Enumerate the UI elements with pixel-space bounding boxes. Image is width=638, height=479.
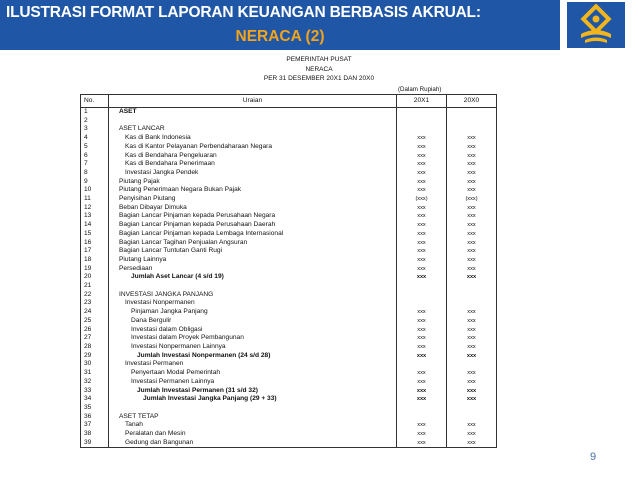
value-20x1: xxx — [397, 230, 447, 239]
slide-title: ILUSTRASI FORMAT LAPORAN KEUANGAN BERBASIS AKRUAL: — [6, 4, 481, 21]
row-number: 18 — [81, 256, 109, 265]
value-20x1: xxx — [397, 134, 447, 143]
value-20x1: xxx — [397, 143, 447, 152]
row-number: 23 — [81, 299, 109, 308]
row-label: ASET TETAP — [109, 413, 397, 422]
row-label: Beban Dibayar Dimuka — [109, 204, 397, 213]
table-row — [81, 387, 497, 396]
row-label: ASET — [109, 108, 397, 117]
row-number: 36 — [81, 413, 109, 422]
row-number: 29 — [81, 352, 109, 361]
row-label: Kas di Bendahara Penerimaan — [109, 160, 397, 169]
row-number: 14 — [81, 221, 109, 230]
table-row — [81, 169, 497, 178]
row-label: ASET LANCAR — [109, 125, 397, 134]
row-label: Jumlah Investasi Nonpermanen (24 s/d 28) — [109, 352, 397, 361]
row-label: Investasi Jangka Pendek — [109, 169, 397, 178]
table-row — [81, 413, 497, 422]
row-number: 32 — [81, 378, 109, 387]
row-number: 31 — [81, 369, 109, 378]
row-number: 12 — [81, 204, 109, 213]
table-row — [81, 395, 497, 404]
balance-sheet-table — [80, 94, 497, 448]
value-20x1: xxx — [397, 369, 447, 378]
table-row — [81, 265, 497, 274]
row-number: 26 — [81, 326, 109, 335]
table-row — [81, 195, 497, 204]
row-number: 2 — [81, 117, 109, 126]
row-number: 6 — [81, 152, 109, 161]
value-20x1: xxx — [397, 273, 447, 282]
value-20x1: xxx — [397, 326, 447, 335]
row-number: 17 — [81, 247, 109, 256]
value-20x1 — [397, 117, 447, 126]
value-20x0: xxx — [447, 212, 497, 221]
table-row — [81, 117, 497, 126]
value-20x0: xxx — [447, 308, 497, 317]
value-20x0: xxx — [447, 230, 497, 239]
value-20x1: xxx — [397, 421, 447, 430]
table-row — [81, 108, 497, 117]
table-row — [81, 204, 497, 213]
row-number: 35 — [81, 404, 109, 413]
row-number: 7 — [81, 160, 109, 169]
row-label: Bagian Lancar Pinjaman kepada Lembaga Internasional — [109, 230, 397, 239]
row-label: Jumlah Aset Lancar (4 s/d 19) — [109, 273, 397, 282]
value-20x1: xxx — [397, 152, 447, 161]
row-label: Investasi Permanen Lainnya — [109, 378, 397, 387]
row-label: Piutang Lainnya — [109, 256, 397, 265]
value-20x0: xxx — [447, 273, 497, 282]
table-row — [81, 125, 497, 134]
value-20x1: xxx — [397, 378, 447, 387]
value-20x0 — [447, 282, 497, 291]
row-label: Bagian Lancar Pinjaman kepada Perusahaan Daerah — [109, 221, 397, 230]
row-number: 9 — [81, 178, 109, 187]
row-label: Tanah — [109, 421, 397, 430]
value-20x1: xxx — [397, 343, 447, 352]
table-row — [81, 291, 497, 300]
value-20x0: xxx — [447, 395, 497, 404]
col-header-uraian: Uraian — [109, 95, 397, 108]
table-row — [81, 143, 497, 152]
value-20x0: xxx — [447, 178, 497, 187]
row-number: 28 — [81, 343, 109, 352]
value-20x0 — [447, 108, 497, 117]
row-number: 3 — [81, 125, 109, 134]
value-20x1: xxx — [397, 239, 447, 248]
row-number: 24 — [81, 308, 109, 317]
table-row — [81, 334, 497, 343]
table-row — [81, 239, 497, 248]
value-20x0: xxx — [447, 152, 497, 161]
row-number: 8 — [81, 169, 109, 178]
value-20x1: xxx — [397, 395, 447, 404]
table-row — [81, 378, 497, 387]
value-20x1 — [397, 125, 447, 134]
table-header-row — [81, 95, 497, 108]
row-number: 11 — [81, 195, 109, 204]
value-20x1: xxx — [397, 221, 447, 230]
row-number: 22 — [81, 291, 109, 300]
value-20x1: (xxx) — [397, 195, 447, 204]
row-label: Penyisihan Piutang — [109, 195, 397, 204]
table-row — [81, 360, 497, 369]
row-number: 21 — [81, 282, 109, 291]
value-20x0: xxx — [447, 378, 497, 387]
report-name: NERACA — [305, 66, 333, 73]
value-20x1: xxx — [397, 265, 447, 274]
currency-unit: (Dalam Rupiah) — [398, 86, 442, 93]
row-label: Gedung dan Bangunan — [109, 439, 397, 448]
table-row — [81, 230, 497, 239]
value-20x0: xxx — [447, 221, 497, 230]
row-number: 15 — [81, 230, 109, 239]
value-20x1: xxx — [397, 317, 447, 326]
row-number: 1 — [81, 108, 109, 117]
table-row — [81, 326, 497, 335]
value-20x0: xxx — [447, 326, 497, 335]
row-label: Dana Bergulir — [109, 317, 397, 326]
value-20x0: xxx — [447, 143, 497, 152]
row-number: 39 — [81, 439, 109, 448]
table-row — [81, 160, 497, 169]
report-period: PER 31 DESEMBER 20X1 DAN 20X0 — [263, 75, 375, 82]
row-number: 13 — [81, 212, 109, 221]
table-row — [81, 247, 497, 256]
value-20x1 — [397, 413, 447, 422]
value-20x0: xxx — [447, 265, 497, 274]
row-label: Peralatan dan Mesin — [109, 430, 397, 439]
value-20x0: xxx — [447, 369, 497, 378]
row-label: Piutang Penerimaan Negara Bukan Pajak — [109, 186, 397, 195]
table-row — [81, 404, 497, 413]
col-header-no: No. — [81, 95, 109, 108]
row-number: 33 — [81, 387, 109, 396]
table-row — [81, 317, 497, 326]
row-label: Bagian Lancar Pinjaman kepada Perusahaan Negara — [109, 212, 397, 221]
value-20x1: xxx — [397, 352, 447, 361]
value-20x0: (xxx) — [447, 195, 497, 204]
value-20x0: xxx — [447, 334, 497, 343]
table-row — [81, 352, 497, 361]
row-label: Investasi Permanen — [109, 360, 397, 369]
table-row — [81, 308, 497, 317]
table-row — [81, 152, 497, 161]
row-label — [109, 404, 397, 413]
row-number: 38 — [81, 430, 109, 439]
row-label: Investasi dalam Obligasi — [109, 326, 397, 335]
table-row — [81, 421, 497, 430]
value-20x1: xxx — [397, 212, 447, 221]
value-20x1 — [397, 299, 447, 308]
table-row — [81, 256, 497, 265]
value-20x0 — [447, 299, 497, 308]
table-row — [81, 439, 497, 448]
value-20x0: xxx — [447, 169, 497, 178]
logo-area — [563, 0, 638, 50]
value-20x0: xxx — [447, 430, 497, 439]
kemenkeu-emblem-icon — [567, 2, 625, 48]
value-20x0: xxx — [447, 343, 497, 352]
value-20x0: xxx — [447, 387, 497, 396]
value-20x1: xxx — [397, 247, 447, 256]
value-20x1: xxx — [397, 430, 447, 439]
value-20x1: xxx — [397, 186, 447, 195]
value-20x0 — [447, 404, 497, 413]
value-20x0: xxx — [447, 421, 497, 430]
row-number: 20 — [81, 273, 109, 282]
value-20x0 — [447, 125, 497, 134]
row-label: Kas di Kantor Pelayanan Perbendaharaan Negara — [109, 143, 397, 152]
row-label: Pinjaman Jangka Panjang — [109, 308, 397, 317]
row-label: Jumlah Investasi Permanen (31 s/d 32) — [109, 387, 397, 396]
slide-header — [0, 0, 560, 50]
col-header-20x1: 20X1 — [397, 95, 447, 108]
row-label — [109, 117, 397, 126]
row-label: Investasi Nonpermanen — [109, 299, 397, 308]
row-number: 19 — [81, 265, 109, 274]
table-row — [81, 221, 497, 230]
row-label: Kas di Bendahara Pengeluaran — [109, 152, 397, 161]
row-label: Investasi dalam Proyek Pembangunan — [109, 334, 397, 343]
row-number: 37 — [81, 421, 109, 430]
value-20x1: xxx — [397, 439, 447, 448]
row-label: Investasi Nonpermanen Lainnya — [109, 343, 397, 352]
row-label: INVESTASI JANGKA PANJANG — [109, 291, 397, 300]
slide-subtitle: NERACA (2) — [235, 28, 325, 45]
value-20x0 — [447, 291, 497, 300]
value-20x0: xxx — [447, 239, 497, 248]
value-20x1: xxx — [397, 334, 447, 343]
value-20x0: xxx — [447, 134, 497, 143]
value-20x1: xxx — [397, 178, 447, 187]
table-row — [81, 343, 497, 352]
value-20x1: xxx — [397, 308, 447, 317]
value-20x1: xxx — [397, 160, 447, 169]
value-20x1: xxx — [397, 169, 447, 178]
table-row — [81, 186, 497, 195]
value-20x0: xxx — [447, 247, 497, 256]
table-row — [81, 299, 497, 308]
table-row — [81, 212, 497, 221]
row-number: 27 — [81, 334, 109, 343]
row-label: Persediaan — [109, 265, 397, 274]
table-row — [81, 178, 497, 187]
value-20x1 — [397, 282, 447, 291]
row-number: 5 — [81, 143, 109, 152]
value-20x0: xxx — [447, 439, 497, 448]
row-label: Jumlah Investasi Jangka Panjang (29 + 33) — [109, 395, 397, 404]
value-20x0 — [447, 360, 497, 369]
value-20x1: xxx — [397, 204, 447, 213]
row-label: Penyertaan Modal Pemerintah — [109, 369, 397, 378]
row-label: Piutang Pajak — [109, 178, 397, 187]
value-20x1 — [397, 360, 447, 369]
value-20x0: xxx — [447, 317, 497, 326]
value-20x0: xxx — [447, 186, 497, 195]
value-20x1 — [397, 291, 447, 300]
value-20x0: xxx — [447, 352, 497, 361]
row-label: Bagian Lancar Tagihan Penjualan Angsuran — [109, 239, 397, 248]
page-number: 9 — [590, 451, 597, 463]
value-20x0 — [447, 413, 497, 422]
row-label: Bagian Lancar Tuntutan Ganti Rugi — [109, 247, 397, 256]
table-row — [81, 134, 497, 143]
row-label: Kas di Bank Indonesia — [109, 134, 397, 143]
value-20x1 — [397, 108, 447, 117]
table-row — [81, 282, 497, 291]
table-row — [81, 430, 497, 439]
value-20x1: xxx — [397, 387, 447, 396]
row-number: 10 — [81, 186, 109, 195]
row-number: 4 — [81, 134, 109, 143]
col-header-20x0: 20X0 — [447, 95, 497, 108]
value-20x0: xxx — [447, 160, 497, 169]
value-20x0 — [447, 117, 497, 126]
row-label — [109, 282, 397, 291]
row-number: 30 — [81, 360, 109, 369]
table-row — [81, 369, 497, 378]
entity-name: PEMERINTAH PUSAT — [286, 56, 352, 63]
table-row — [81, 273, 497, 282]
value-20x1: xxx — [397, 256, 447, 265]
row-number: 16 — [81, 239, 109, 248]
value-20x1 — [397, 404, 447, 413]
row-number: 34 — [81, 395, 109, 404]
row-number: 25 — [81, 317, 109, 326]
value-20x0: xxx — [447, 204, 497, 213]
value-20x0: xxx — [447, 256, 497, 265]
